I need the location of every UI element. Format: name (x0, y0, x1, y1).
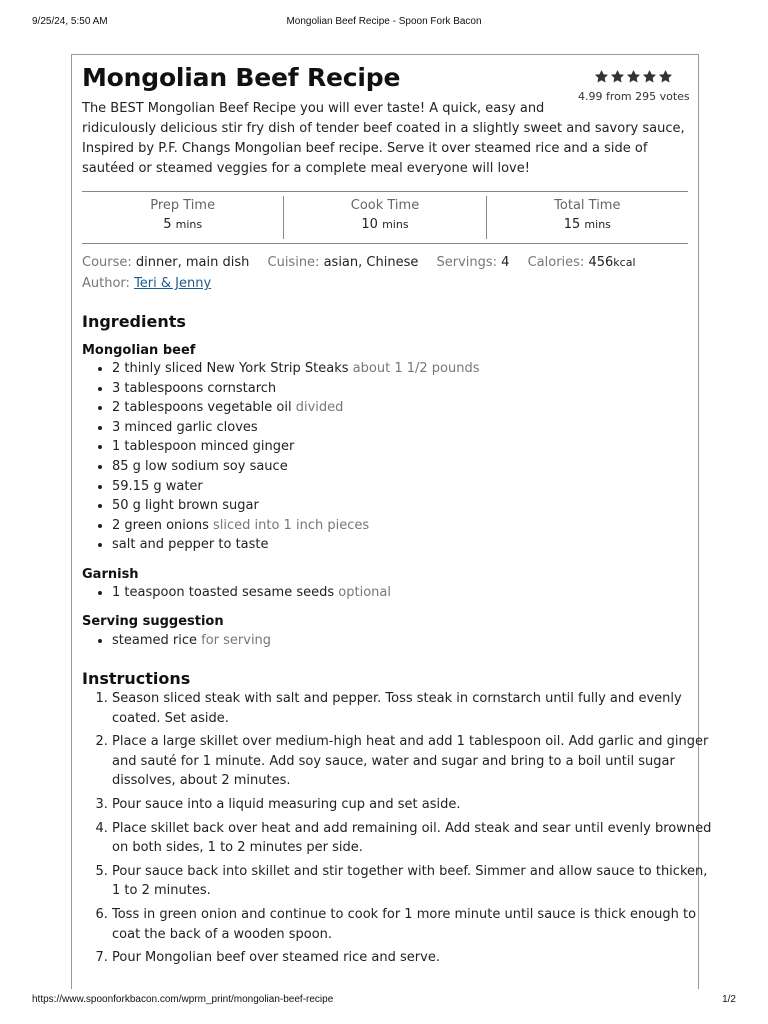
ingredient-note: for serving (201, 633, 272, 648)
ingredient-list-garnish (82, 583, 391, 603)
calories-value: 456 (588, 255, 614, 270)
recipe-rating[interactable] (578, 69, 688, 103)
course-label: Course: (82, 255, 132, 270)
ingredient-note: optional (338, 585, 391, 600)
ingredient-text: 3 minced garlic cloves (112, 419, 258, 435)
calories-unit: kcal (613, 256, 636, 269)
cook-time-label: Cook Time (350, 198, 420, 213)
ingredient-text: steamed rice (112, 633, 197, 648)
cook-time-value: 10 (361, 217, 378, 232)
servings-label: Servings: (436, 255, 498, 270)
ingredient-text: 2 thinly sliced New York Strip Steaks (112, 361, 349, 376)
author-link[interactable]: Teri & Jenny (134, 276, 212, 291)
summary-rest: ridiculously delicious stir fry dish of tender beef coated in a slightly sweet and savory sauce, Inspired by P.F. Changs Mongolian beef recipe. Serve it over steamed rice and a side of sautéed or steamed veggies for a complete meal everyone will love! (82, 121, 685, 176)
list-item (112, 359, 479, 379)
ingredient-group-garnish: Garnish (82, 567, 139, 582)
print-page-number: 1/2 (722, 994, 736, 1005)
total-time-unit: mins (584, 218, 611, 231)
prep-time-unit: mins (175, 218, 203, 231)
recipe-summary (82, 99, 688, 179)
instruction-step: 4. Place skillet back over heat and add remaining oil. Add steak and sear until evenly browned on both sides, 1 to 2 minutes per side. (112, 819, 712, 858)
prep-time-label: Prep Time (150, 198, 216, 213)
star-icon[interactable] (610, 69, 625, 84)
list-item (112, 437, 479, 457)
servings-value: 4 (501, 255, 510, 270)
list-item (112, 457, 479, 477)
recipe-meta (82, 252, 636, 294)
instruction-step: 2. Place a large skillet over medium-high heat and add 1 tablespoon oil. Add garlic and ginger and sauté for 1 minute. Add soy sauce, water and sugar and bring to a boil until sugar dissolves, about 2 minutes. (112, 732, 712, 791)
summary-line-1: The BEST Mongolian Beef Recipe you will ever taste! A quick, easy and (82, 101, 545, 116)
star-icon[interactable] (594, 69, 609, 84)
list-item (112, 535, 479, 555)
ingredients-heading: Ingredients (82, 312, 186, 331)
instructions-heading: Instructions (82, 669, 191, 688)
print-page-title: Mongolian Beef Recipe - Spoon Fork Bacon (286, 16, 482, 27)
list-item (112, 477, 479, 497)
ingredient-text: 2 tablespoons vegetable oil (112, 400, 292, 416)
list-item (112, 398, 479, 418)
instruction-step: 1. Season sliced steak with salt and pepper. Toss steak in cornstarch until fully and evenly coated. Set aside. (112, 689, 712, 728)
ingredient-note: divided (295, 400, 344, 416)
ingredient-text: 2 green onions (112, 517, 209, 533)
ingredient-group-serving-suggestion: Serving suggestion (82, 614, 224, 629)
cook-time (283, 196, 485, 239)
recipe-title: Mongolian Beef Recipe (82, 63, 401, 92)
calories-label: Calories: (527, 255, 585, 270)
cuisine-label: Cuisine: (267, 255, 320, 270)
instruction-step: 6. Toss in green onion and continue to cook for 1 more minute until sauce is thick enough to coat the back of a wooden spoon. (112, 905, 712, 944)
total-time-label: Total Time (554, 198, 621, 213)
cook-time-unit: mins (382, 218, 409, 231)
ingredient-list-mongolian-beef (82, 359, 479, 555)
ingredient-text: salt and pepper to taste (112, 537, 269, 553)
print-url: https://www.spoonforkbacon.com/wprm_print/mongolian-beef-recipe (32, 994, 334, 1005)
star-icon[interactable] (626, 69, 641, 84)
instruction-step: 7. Pour Mongolian beef over steamed rice and serve. (112, 948, 712, 968)
list-item (112, 583, 391, 603)
recipe-times (82, 191, 688, 244)
prep-time (82, 192, 283, 243)
list-item (112, 379, 479, 399)
list-item (112, 418, 479, 438)
author-label: Author: (82, 276, 130, 291)
star-icon[interactable] (642, 69, 657, 84)
ingredient-text: 3 tablespoons cornstarch (112, 380, 277, 396)
ingredient-list-serving-suggestion (82, 631, 271, 651)
list-item (112, 516, 479, 536)
total-time (486, 196, 688, 239)
course-value: dinner, main dish (135, 255, 250, 270)
rating-text: 4.99 from 295 votes (578, 90, 690, 103)
cuisine-value: asian, Chinese (323, 255, 419, 270)
ingredient-group-mongolian-beef: Mongolian beef (82, 343, 196, 358)
print-header (32, 16, 736, 30)
print-datetime: 9/25/24, 5:50 AM (32, 16, 108, 27)
prep-time-value: 5 (163, 217, 172, 232)
instruction-step: 3. Pour sauce into a liquid measuring cup and set aside. (112, 795, 712, 815)
list-item (112, 631, 271, 651)
ingredient-text: 59.15 g water (112, 478, 203, 494)
ingredient-text: 50 g light brown sugar (112, 498, 259, 514)
star-icon[interactable] (658, 69, 673, 84)
ingredient-note: sliced into 1 inch pieces (213, 517, 370, 533)
ingredient-text: 1 teaspoon toasted sesame seeds (112, 585, 335, 600)
rating-stars[interactable] (578, 69, 688, 84)
list-item (112, 496, 479, 516)
ingredient-text: 1 tablespoon minced ginger (112, 439, 295, 455)
recipe-card (71, 54, 712, 989)
print-footer (32, 994, 736, 1008)
instruction-step: 5. Pour sauce back into skillet and stir together with beef. Simmer and allow sauce to thicken, 1 to 2 minutes. (112, 862, 712, 901)
instructions-list (82, 689, 712, 972)
ingredient-note: about 1 1/2 pounds (352, 361, 480, 376)
ingredient-text: 85 g low sodium soy sauce (112, 458, 288, 474)
total-time-value: 15 (563, 217, 581, 232)
